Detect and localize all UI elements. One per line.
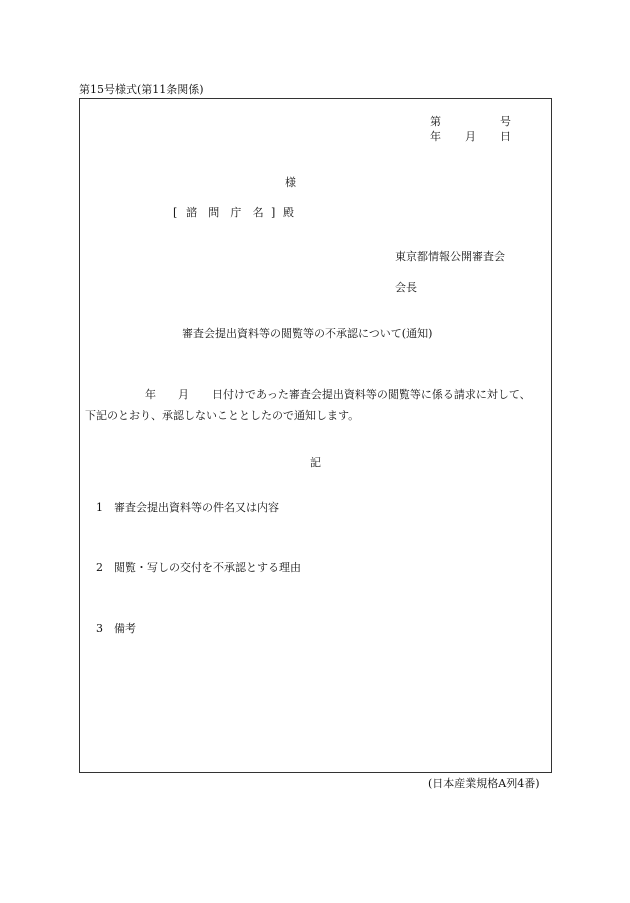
footer-note: (日本産業規格A列4番) [428,777,540,790]
body-line2: 下記のとおり、承認しないこととしたので通知します。 [85,409,360,422]
addressee-honorific: 様 [285,176,296,189]
item-number: 3 [96,622,103,635]
number-suffix: 号 [500,115,511,128]
number-prefix: 第 [430,115,441,128]
item-number: 1 [96,501,103,514]
ki-heading: 記 [310,456,321,469]
subject-title: 審査会提出資料等の閲覧等の不承認について(通知) [182,327,433,340]
agency-bracket-close: ] [271,206,276,219]
sender-title: 会長 [395,281,417,294]
item-label: 閲覧・写しの交付を不承認とする理由 [114,561,301,574]
body-year: 年 [145,388,156,401]
item-label: 審査会提出資料等の件名又は内容 [114,501,279,514]
item-label: 備考 [114,622,136,635]
document-frame [79,98,552,773]
date-year: 年 [430,130,441,143]
date-month: 月 [465,130,476,143]
agency-bracket-open: [ [173,206,178,219]
agency-placeholder: 諮 問 庁 名 [186,206,268,219]
sender-organization: 東京都情報公開審査会 [395,250,505,263]
item-number: 2 [96,561,103,574]
form-label: 第15号様式(第11条関係) [79,83,204,96]
body-line1: 日付けであった審査会提出資料等の閲覧等に係る請求に対して、 [212,388,531,401]
agency-honorific: 殿 [283,206,294,219]
body-month: 月 [178,388,189,401]
date-day: 日 [500,130,511,143]
